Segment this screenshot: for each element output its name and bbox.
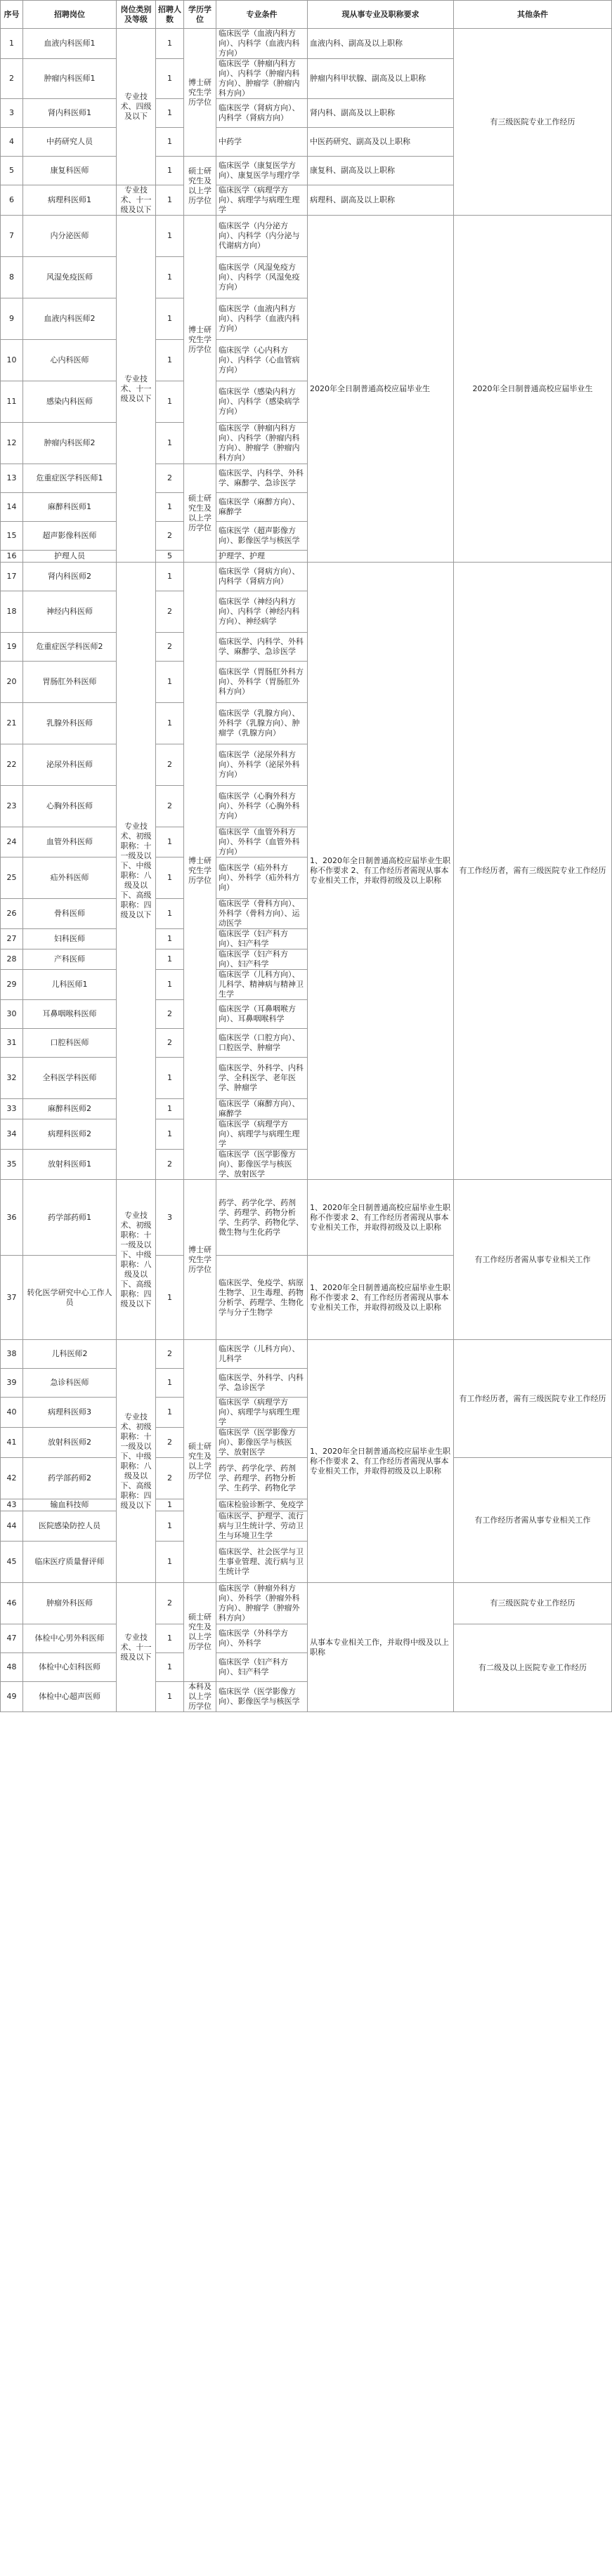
title-requirement: 1、2020年全日制普通高校应届毕业生职称不作要求 2、有工作经历者需现从事本专业相关工作，并取得初级及以上职称 bbox=[308, 1180, 454, 1256]
position-name: 危重症医学科医师2 bbox=[23, 633, 117, 662]
category-level: 专业技术、十一级及以下 bbox=[117, 1583, 156, 1712]
position-name: 口腔科医师 bbox=[23, 1029, 117, 1058]
position-name: 危重症医学科医师1 bbox=[23, 464, 117, 493]
major-requirement: 临床医学、内科学、外科学、麻醉学、急诊医学 bbox=[216, 464, 308, 493]
position-name: 麻醉科医师2 bbox=[23, 1099, 117, 1119]
hire-count: 2 bbox=[156, 786, 184, 827]
hire-count: 2 bbox=[156, 1458, 184, 1499]
header-degree: 学历学位 bbox=[184, 1, 216, 29]
other-requirement: 有工作经历者，需有三级医院专业工作经历 bbox=[454, 563, 612, 1180]
major-requirement: 临床医学（儿科方向）、儿科学、精神病与精神卫生学 bbox=[216, 970, 308, 1000]
row-index: 28 bbox=[1, 949, 23, 970]
position-name: 风湿免疫医师 bbox=[23, 257, 117, 298]
position-name: 放射科医师1 bbox=[23, 1150, 117, 1180]
degree-requirement: 本科及以上学历学位 bbox=[184, 1682, 216, 1712]
table-row bbox=[1, 1458, 612, 1499]
row-index: 43 bbox=[1, 1499, 23, 1511]
row-index: 39 bbox=[1, 1369, 23, 1398]
row-index: 35 bbox=[1, 1150, 23, 1180]
row-index: 19 bbox=[1, 633, 23, 662]
row-index: 36 bbox=[1, 1180, 23, 1256]
hire-count: 2 bbox=[156, 1428, 184, 1458]
table-row bbox=[1, 563, 612, 591]
major-requirement: 临床医学（耳鼻咽喉方向）、耳鼻咽喉科学 bbox=[216, 1000, 308, 1029]
major-requirement: 临床医学、外科学、内科学、全科医学、老年医学、肿瘤学 bbox=[216, 1058, 308, 1099]
position-name: 医院感染防控人员 bbox=[23, 1511, 117, 1542]
major-requirement: 临床医学（心胸外科方向）、外科学（心胸外科方向） bbox=[216, 786, 308, 827]
position-name: 体检中心妇科医师 bbox=[23, 1653, 117, 1682]
row-index: 25 bbox=[1, 857, 23, 899]
position-name: 感染内科医师 bbox=[23, 381, 117, 423]
position-name: 血液内科医师1 bbox=[23, 29, 117, 59]
hire-count: 1 bbox=[156, 1256, 184, 1340]
degree-requirement: 博士研究生学历学位 bbox=[184, 563, 216, 1180]
major-requirement: 临床医学（肾病方向）、内科学（肾病方向） bbox=[216, 99, 308, 128]
hire-count: 1 bbox=[156, 257, 184, 298]
position-name: 内分泌医师 bbox=[23, 216, 117, 257]
row-index: 37 bbox=[1, 1256, 23, 1340]
row-index: 18 bbox=[1, 591, 23, 633]
hire-count: 2 bbox=[156, 744, 184, 786]
major-requirement: 临床医学（医学影像方向）、影像医学与核医学、放射医学 bbox=[216, 1428, 308, 1458]
title-requirement: 2020年全日制普通高校应届毕业生 bbox=[308, 216, 454, 563]
major-requirement: 临床医学（病理学方向）、病理学与病理生理学 bbox=[216, 1398, 308, 1428]
row-index: 30 bbox=[1, 1000, 23, 1029]
other-requirement: 有工作经历者需从事专业相关工作 bbox=[454, 1458, 612, 1583]
hire-count: 1 bbox=[156, 1398, 184, 1428]
hire-count: 1 bbox=[156, 59, 184, 99]
hire-count: 3 bbox=[156, 1180, 184, 1256]
position-name: 药学部药师1 bbox=[23, 1180, 117, 1256]
major-requirement: 临床医学（医学影像方向）、影像医学与核医学、放射医学 bbox=[216, 1150, 308, 1180]
degree-requirement: 博士研究生学历学位 bbox=[184, 216, 216, 464]
position-name: 疝外科医师 bbox=[23, 857, 117, 899]
major-requirement: 临床医学（血管外科方向）、外科学（血管外科方向） bbox=[216, 827, 308, 857]
major-requirement: 临床医学（妇产科方向）、妇产科学 bbox=[216, 949, 308, 970]
degree-requirement: 硕士研究生及以上学历学位 bbox=[184, 464, 216, 563]
major-requirement: 临床医学（血液内科方向）、内科学（血液内科方向） bbox=[216, 29, 308, 59]
degree-requirement: 博士研究生学历学位 bbox=[184, 1180, 216, 1340]
other-requirement: 有三级医院专业工作经历 bbox=[454, 1583, 612, 1624]
hire-count: 2 bbox=[156, 591, 184, 633]
other-requirement: 有二级及以上医院专业工作经历 bbox=[454, 1624, 612, 1712]
row-index: 32 bbox=[1, 1058, 23, 1099]
table-row bbox=[1, 216, 612, 257]
major-requirement: 临床医学（康复医学方向）、康复医学与理疗学 bbox=[216, 157, 308, 185]
position-name: 骨科医师 bbox=[23, 899, 117, 929]
hire-count: 2 bbox=[156, 1150, 184, 1180]
category-level: 专业技术、初级职称：十一级及以下、中级职称：八级及以下、高级职称：四级及以下 bbox=[117, 1340, 156, 1583]
title-requirement: 血液内科、副高及以上职称 bbox=[308, 29, 454, 59]
title-requirement: 从事本专业相关工作，并取得中级及以上职称 bbox=[308, 1583, 454, 1712]
major-requirement: 药学、药学化学、药剂学、药理学、药物分析学、生药学、药物化学 bbox=[216, 1458, 308, 1499]
major-requirement: 临床医学、内科学、外科学、麻醉学、急诊医学 bbox=[216, 633, 308, 662]
title-requirement: 1、2020年全日制普通高校应届毕业生职称不作要求 2、有工作经历者需现从事本专业相关工作，并取得初级及以上职称 bbox=[308, 563, 454, 1180]
position-name: 体检中心男外科医师 bbox=[23, 1624, 117, 1653]
header-title-req: 现从事专业及职称要求 bbox=[308, 1, 454, 29]
category-level: 专业技术、初级职称：十一级及以下、中级职称：八级及以下、高级职称：四级及以下 bbox=[117, 563, 156, 1180]
row-index: 4 bbox=[1, 128, 23, 157]
hire-count: 1 bbox=[156, 340, 184, 381]
position-name: 病理科医师1 bbox=[23, 185, 117, 216]
major-requirement: 临床医学（病理学方向）、病理学与病理生理学 bbox=[216, 185, 308, 216]
major-requirement: 临床医学（麻醉方向）、麻醉学 bbox=[216, 1099, 308, 1119]
position-name: 临床医疗质量督评师 bbox=[23, 1542, 117, 1583]
major-requirement: 临床医学（儿科方向）、儿科学 bbox=[216, 1340, 308, 1369]
table-row bbox=[1, 1340, 612, 1369]
hire-count: 1 bbox=[156, 1542, 184, 1583]
row-index: 13 bbox=[1, 464, 23, 493]
major-requirement: 临床医学（乳腺方向）、外科学（乳腺方向）、肿瘤学（乳腺方向） bbox=[216, 703, 308, 744]
row-index: 21 bbox=[1, 703, 23, 744]
row-index: 23 bbox=[1, 786, 23, 827]
title-requirement: 病理科、副高及以上职称 bbox=[308, 185, 454, 216]
row-index: 17 bbox=[1, 563, 23, 591]
row-index: 12 bbox=[1, 423, 23, 464]
position-name: 超声影像科医师 bbox=[23, 522, 117, 551]
major-requirement: 临床医学（病理学方向）、病理学与病理生理学 bbox=[216, 1119, 308, 1150]
row-index: 38 bbox=[1, 1340, 23, 1369]
title-requirement: 1、2020年全日制普通高校应届毕业生职称不作要求 2、有工作经历者需现从事本专业相关工作，并取得初级及以上职称 bbox=[308, 1340, 454, 1583]
major-requirement: 中药学 bbox=[216, 128, 308, 157]
position-name: 泌尿外科医师 bbox=[23, 744, 117, 786]
hire-count: 5 bbox=[156, 551, 184, 563]
hire-count: 1 bbox=[156, 1369, 184, 1398]
row-index: 14 bbox=[1, 493, 23, 522]
position-name: 肾内科医师2 bbox=[23, 563, 117, 591]
table-row bbox=[1, 29, 612, 59]
position-name: 肾内科医师1 bbox=[23, 99, 117, 128]
row-index: 9 bbox=[1, 298, 23, 340]
hire-count: 2 bbox=[156, 464, 184, 493]
hire-count: 1 bbox=[156, 1099, 184, 1119]
position-name: 血管外科医师 bbox=[23, 827, 117, 857]
title-requirement: 康复科、副高及以上职称 bbox=[308, 157, 454, 185]
hire-count: 1 bbox=[156, 970, 184, 1000]
position-name: 急诊科医师 bbox=[23, 1369, 117, 1398]
title-requirement: 1、2020年全日制普通高校应届毕业生职称不作要求 2、有工作经历者需现从事本专业相关工作，并取得初级及以上职称 bbox=[308, 1256, 454, 1340]
hire-count: 1 bbox=[156, 1058, 184, 1099]
row-index: 31 bbox=[1, 1029, 23, 1058]
hire-count: 1 bbox=[156, 1653, 184, 1682]
position-name: 心胸外科医师 bbox=[23, 786, 117, 827]
hire-count: 1 bbox=[156, 157, 184, 185]
hire-count: 1 bbox=[156, 298, 184, 340]
hire-count: 1 bbox=[156, 216, 184, 257]
hire-count: 1 bbox=[156, 899, 184, 929]
row-index: 3 bbox=[1, 99, 23, 128]
degree-requirement: 博士研究生学历学位 bbox=[184, 29, 216, 157]
hire-count: 1 bbox=[156, 29, 184, 59]
hire-count: 1 bbox=[156, 1511, 184, 1542]
position-name: 全科医学科医师 bbox=[23, 1058, 117, 1099]
row-index: 48 bbox=[1, 1653, 23, 1682]
position-name: 肿瘤内科医师2 bbox=[23, 423, 117, 464]
hire-count: 2 bbox=[156, 1029, 184, 1058]
row-index: 34 bbox=[1, 1119, 23, 1150]
hire-count: 2 bbox=[156, 522, 184, 551]
position-name: 中药研究人员 bbox=[23, 128, 117, 157]
major-requirement: 临床医学（肿瘤外科方向）、外科学（肿瘤外科方向）、肿瘤学（肿瘤外科方向） bbox=[216, 1583, 308, 1624]
row-index: 49 bbox=[1, 1682, 23, 1712]
row-index: 42 bbox=[1, 1458, 23, 1499]
hire-count: 1 bbox=[156, 423, 184, 464]
major-requirement: 临床医学（胃肠肛外科方向）、外科学（胃肠肛外科方向） bbox=[216, 662, 308, 703]
header-category: 岗位类别及等级 bbox=[117, 1, 156, 29]
position-name: 病理科医师3 bbox=[23, 1398, 117, 1428]
other-requirement: 2020年全日制普通高校应届毕业生 bbox=[454, 216, 612, 563]
row-index: 2 bbox=[1, 59, 23, 99]
position-name: 麻醉科医师1 bbox=[23, 493, 117, 522]
major-requirement: 临床医学（麻醉方向）、麻醉学 bbox=[216, 493, 308, 522]
position-name: 护理人员 bbox=[23, 551, 117, 563]
position-name: 儿科医师2 bbox=[23, 1340, 117, 1369]
hire-count: 1 bbox=[156, 703, 184, 744]
row-index: 16 bbox=[1, 551, 23, 563]
major-requirement: 护理学、护理 bbox=[216, 551, 308, 563]
row-index: 11 bbox=[1, 381, 23, 423]
hire-count: 1 bbox=[156, 128, 184, 157]
header-count: 招聘人数 bbox=[156, 1, 184, 29]
table-row bbox=[1, 1180, 612, 1256]
position-name: 妇科医师 bbox=[23, 929, 117, 949]
header-other: 其他条件 bbox=[454, 1, 612, 29]
row-index: 46 bbox=[1, 1583, 23, 1624]
row-index: 8 bbox=[1, 257, 23, 298]
hire-count: 1 bbox=[156, 381, 184, 423]
position-name: 转化医学研究中心工作人员 bbox=[23, 1256, 117, 1340]
row-index: 20 bbox=[1, 662, 23, 703]
position-name: 神经内科医师 bbox=[23, 591, 117, 633]
row-index: 27 bbox=[1, 929, 23, 949]
degree-requirement: 硕士研究生及以上学历学位 bbox=[184, 157, 216, 216]
position-name: 心内科医师 bbox=[23, 340, 117, 381]
position-name: 血液内科医师2 bbox=[23, 298, 117, 340]
hire-count: 2 bbox=[156, 633, 184, 662]
hire-count: 1 bbox=[156, 1624, 184, 1653]
position-name: 胃肠肛外科医师 bbox=[23, 662, 117, 703]
major-requirement: 临床医学（神经内科方向）、内科学（神经内科方向）、神经病学 bbox=[216, 591, 308, 633]
title-requirement: 中医药研究、副高及以上职称 bbox=[308, 128, 454, 157]
degree-requirement: 硕士研究生及以上学历学位 bbox=[184, 1340, 216, 1583]
row-index: 1 bbox=[1, 29, 23, 59]
row-index: 29 bbox=[1, 970, 23, 1000]
position-name: 耳鼻咽喉科医师 bbox=[23, 1000, 117, 1029]
major-requirement: 临床医学（医学影像方向）、影像医学与核医学 bbox=[216, 1682, 308, 1712]
hire-count: 1 bbox=[156, 949, 184, 970]
table-row bbox=[1, 1624, 612, 1653]
position-name: 病理科医师2 bbox=[23, 1119, 117, 1150]
table-body bbox=[1, 29, 612, 1712]
position-name: 输血科技师 bbox=[23, 1499, 117, 1511]
row-index: 22 bbox=[1, 744, 23, 786]
row-index: 15 bbox=[1, 522, 23, 551]
major-requirement: 临床医学（口腔方向）、口腔医学、肿瘤学 bbox=[216, 1029, 308, 1058]
major-requirement: 临床医学（风湿免疫方向）、内科学（风湿免疫方向） bbox=[216, 257, 308, 298]
major-requirement: 临床医学（肾病方向）、内科学（肾病方向） bbox=[216, 563, 308, 591]
hire-count: 1 bbox=[156, 563, 184, 591]
row-index: 45 bbox=[1, 1542, 23, 1583]
row-index: 47 bbox=[1, 1624, 23, 1653]
major-requirement: 临床医学（内分泌方向）、内科学（内分泌与代谢病方向） bbox=[216, 216, 308, 257]
hire-count: 1 bbox=[156, 1119, 184, 1150]
major-requirement: 临床医学（疝外科方向）、外科学（疝外科方向） bbox=[216, 857, 308, 899]
header-index: 序号 bbox=[1, 1, 23, 29]
major-requirement: 药学、药学化学、药剂学、药理学、药物分析学、生药学、药物化学、微生物与生化药学 bbox=[216, 1180, 308, 1256]
major-requirement: 临床医学（超声影像方向）、影像医学与核医学 bbox=[216, 522, 308, 551]
hire-count: 1 bbox=[156, 1682, 184, 1712]
degree-requirement: 硕士研究生及以上学历学位 bbox=[184, 1583, 216, 1682]
major-requirement: 临床医学（血液内科方向）、内科学（血液内科方向） bbox=[216, 298, 308, 340]
position-name: 乳腺外科医师 bbox=[23, 703, 117, 744]
title-requirement: 肿瘤内科甲状腺、副高及以上职称 bbox=[308, 59, 454, 99]
header-row bbox=[1, 1, 612, 29]
other-requirement: 有工作经历者需从事专业相关工作 bbox=[454, 1180, 612, 1340]
major-requirement: 临床医学（肿瘤内科方向）、内科学（肿瘤内科方向）、肿瘤学（肿瘤内科方向） bbox=[216, 59, 308, 99]
major-requirement: 临床医学、外科学、内科学、急诊医学 bbox=[216, 1369, 308, 1398]
major-requirement: 临床医学（外科学方向）、外科学 bbox=[216, 1624, 308, 1653]
hire-count: 1 bbox=[156, 827, 184, 857]
hire-count: 1 bbox=[156, 929, 184, 949]
hire-count: 1 bbox=[156, 99, 184, 128]
header-position: 招聘岗位 bbox=[23, 1, 117, 29]
position-name: 儿科医师1 bbox=[23, 970, 117, 1000]
category-level: 专业技术、十一级及以下 bbox=[117, 216, 156, 563]
major-requirement: 临床检验诊断学、免疫学 bbox=[216, 1499, 308, 1511]
row-index: 7 bbox=[1, 216, 23, 257]
row-index: 10 bbox=[1, 340, 23, 381]
row-index: 5 bbox=[1, 157, 23, 185]
row-index: 6 bbox=[1, 185, 23, 216]
row-index: 40 bbox=[1, 1398, 23, 1428]
hire-count: 1 bbox=[156, 857, 184, 899]
category-level: 专业技术、初级职称：十一级及以下、中级职称：八级及以下、高级职称：四级及以下 bbox=[117, 1180, 156, 1340]
position-name: 产科医师 bbox=[23, 949, 117, 970]
position-name: 药学部药师2 bbox=[23, 1458, 117, 1499]
hire-count: 1 bbox=[156, 1499, 184, 1511]
position-name: 放射科医师2 bbox=[23, 1428, 117, 1458]
major-requirement: 临床医学（妇产科方向）、妇产科学 bbox=[216, 929, 308, 949]
hire-count: 2 bbox=[156, 1340, 184, 1369]
major-requirement: 临床医学、免疫学、病原生物学、卫生毒理、药物分析学、药理学、生物化学与分子生物学 bbox=[216, 1256, 308, 1340]
title-requirement: 肾内科、副高及以上职称 bbox=[308, 99, 454, 128]
header-major: 专业条件 bbox=[216, 1, 308, 29]
major-requirement: 临床医学（泌尿外科方向）、外科学（泌尿外科方向） bbox=[216, 744, 308, 786]
major-requirement: 临床医学、护理学、流行病与卫生统计学、劳动卫生与环境卫生学 bbox=[216, 1511, 308, 1542]
major-requirement: 临床医学（骨科方向）、外科学（骨科方向）、运动医学 bbox=[216, 899, 308, 929]
position-name: 肿瘤外科医师 bbox=[23, 1583, 117, 1624]
row-index: 41 bbox=[1, 1428, 23, 1458]
row-index: 33 bbox=[1, 1099, 23, 1119]
position-name: 体检中心超声医师 bbox=[23, 1682, 117, 1712]
major-requirement: 临床医学、社会医学与卫生事业管理、流行病与卫生统计学 bbox=[216, 1542, 308, 1583]
other-requirement: 有工作经历者，需有三级医院专业工作经历 bbox=[454, 1340, 612, 1458]
category-level: 专业技术、十一级及以下 bbox=[117, 185, 156, 216]
hire-count: 2 bbox=[156, 1000, 184, 1029]
position-name: 康复科医师 bbox=[23, 157, 117, 185]
other-requirement: 有三级医院专业工作经历 bbox=[454, 29, 612, 216]
major-requirement: 临床医学（妇产科方向）、妇产科学 bbox=[216, 1653, 308, 1682]
major-requirement: 临床医学（感染内科方向）、内科学（感染病学方向） bbox=[216, 381, 308, 423]
category-level: 专业技术、四级及以下 bbox=[117, 29, 156, 185]
table-row bbox=[1, 1583, 612, 1624]
hire-count: 1 bbox=[156, 493, 184, 522]
row-index: 26 bbox=[1, 899, 23, 929]
major-requirement: 临床医学（心内科方向）、内科学（心血管病方向） bbox=[216, 340, 308, 381]
row-index: 44 bbox=[1, 1511, 23, 1542]
position-name: 肿瘤内科医师1 bbox=[23, 59, 117, 99]
major-requirement: 临床医学（肿瘤内科方向）、内科学（肿瘤内科方向）、肿瘤学（肿瘤内科方向） bbox=[216, 423, 308, 464]
row-index: 24 bbox=[1, 827, 23, 857]
hire-count: 2 bbox=[156, 1583, 184, 1624]
hire-count: 1 bbox=[156, 662, 184, 703]
hire-count: 1 bbox=[156, 185, 184, 216]
